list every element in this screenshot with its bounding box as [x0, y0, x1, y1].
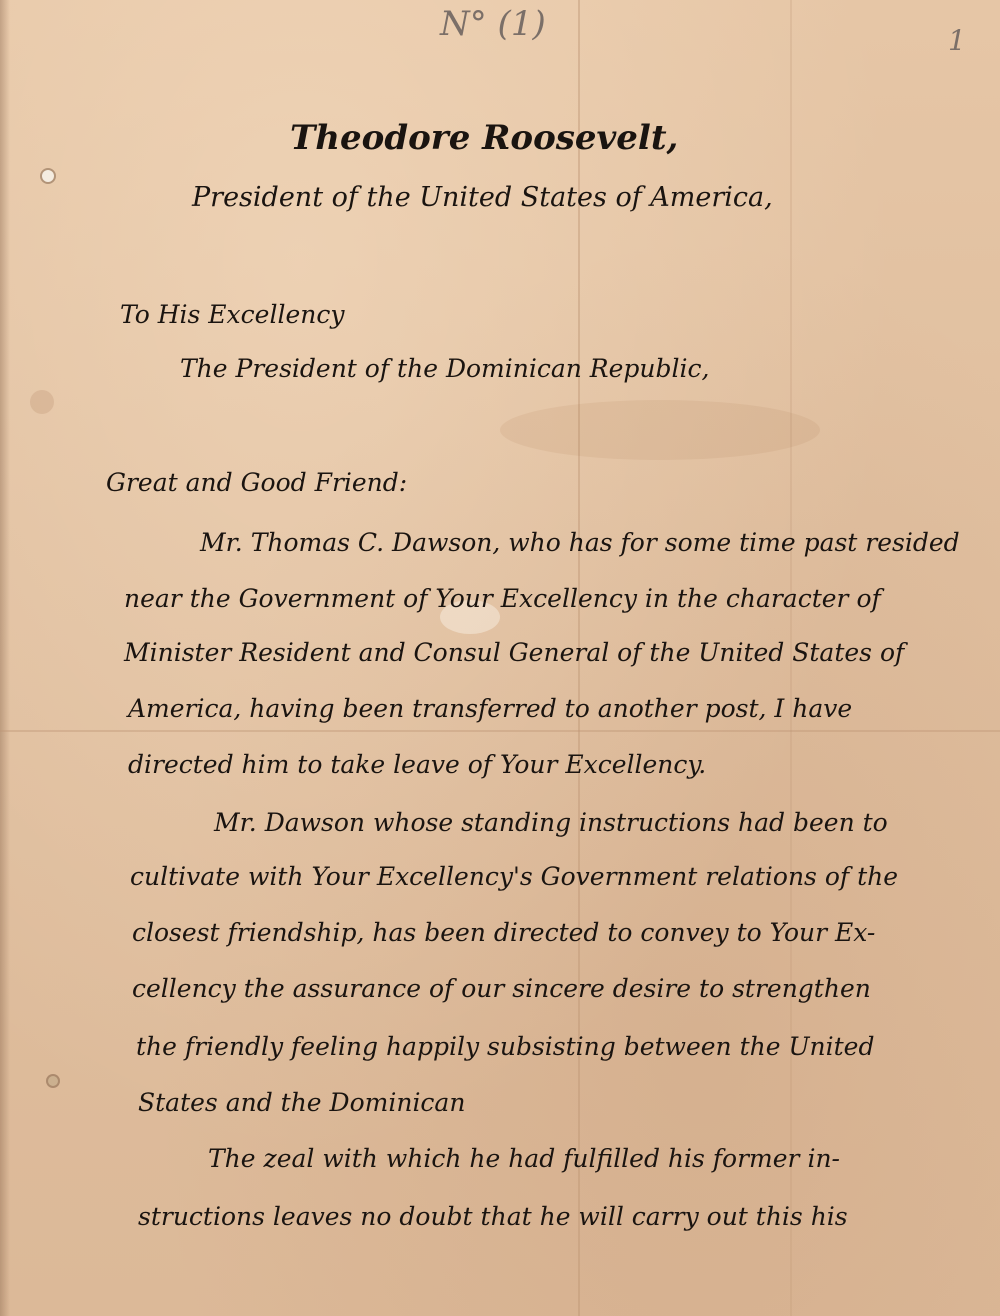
body-line: directed him to take leave of Your Excellency.	[128, 750, 707, 779]
body-line: Mr. Thomas C. Dawson, who has for some time past resided	[200, 528, 960, 557]
body-line: closest friendship, has been directed to convey to Your Ex-	[132, 918, 876, 947]
body-line: the friendly feeling happily subsisting between the United	[136, 1032, 875, 1061]
paper-stain	[30, 390, 54, 414]
body-line: The zeal with which he had fulfilled his former in-	[208, 1144, 840, 1173]
page-number: 1	[948, 24, 966, 57]
heading-title: President of the United States of America,	[192, 182, 773, 213]
body-line: Minister Resident and Consul General of the United States of	[124, 638, 905, 667]
body-line: structions leaves no doubt that he will carry out this his	[138, 1202, 848, 1231]
paper-edge-shadow	[0, 0, 10, 1316]
address-line-1: To His Excellency	[120, 300, 345, 329]
body-line: cellency the assurance of our sincere desire to strengthen	[132, 974, 871, 1003]
punch-hole-top	[42, 170, 54, 182]
address-line-2: The President of the Dominican Republic,	[180, 354, 710, 383]
body-line: near the Government of Your Excellency in the character of	[124, 584, 881, 613]
paper-stain-smudge	[500, 400, 820, 460]
pencil-annotation: N° (1)	[440, 4, 546, 44]
body-line: cultivate with Your Excellency's Government relations of the	[130, 862, 899, 891]
heading-name: Theodore Roosevelt,	[290, 118, 679, 158]
punch-hole-bottom	[48, 1076, 58, 1086]
body-line: States and the Dominican	[138, 1088, 466, 1117]
fold-line-horizontal	[0, 730, 1000, 732]
body-line: America, having been transferred to another post, I have	[128, 694, 853, 723]
salutation: Great and Good Friend:	[106, 468, 408, 497]
body-line: Mr. Dawson whose standing instructions had been to	[214, 808, 888, 837]
